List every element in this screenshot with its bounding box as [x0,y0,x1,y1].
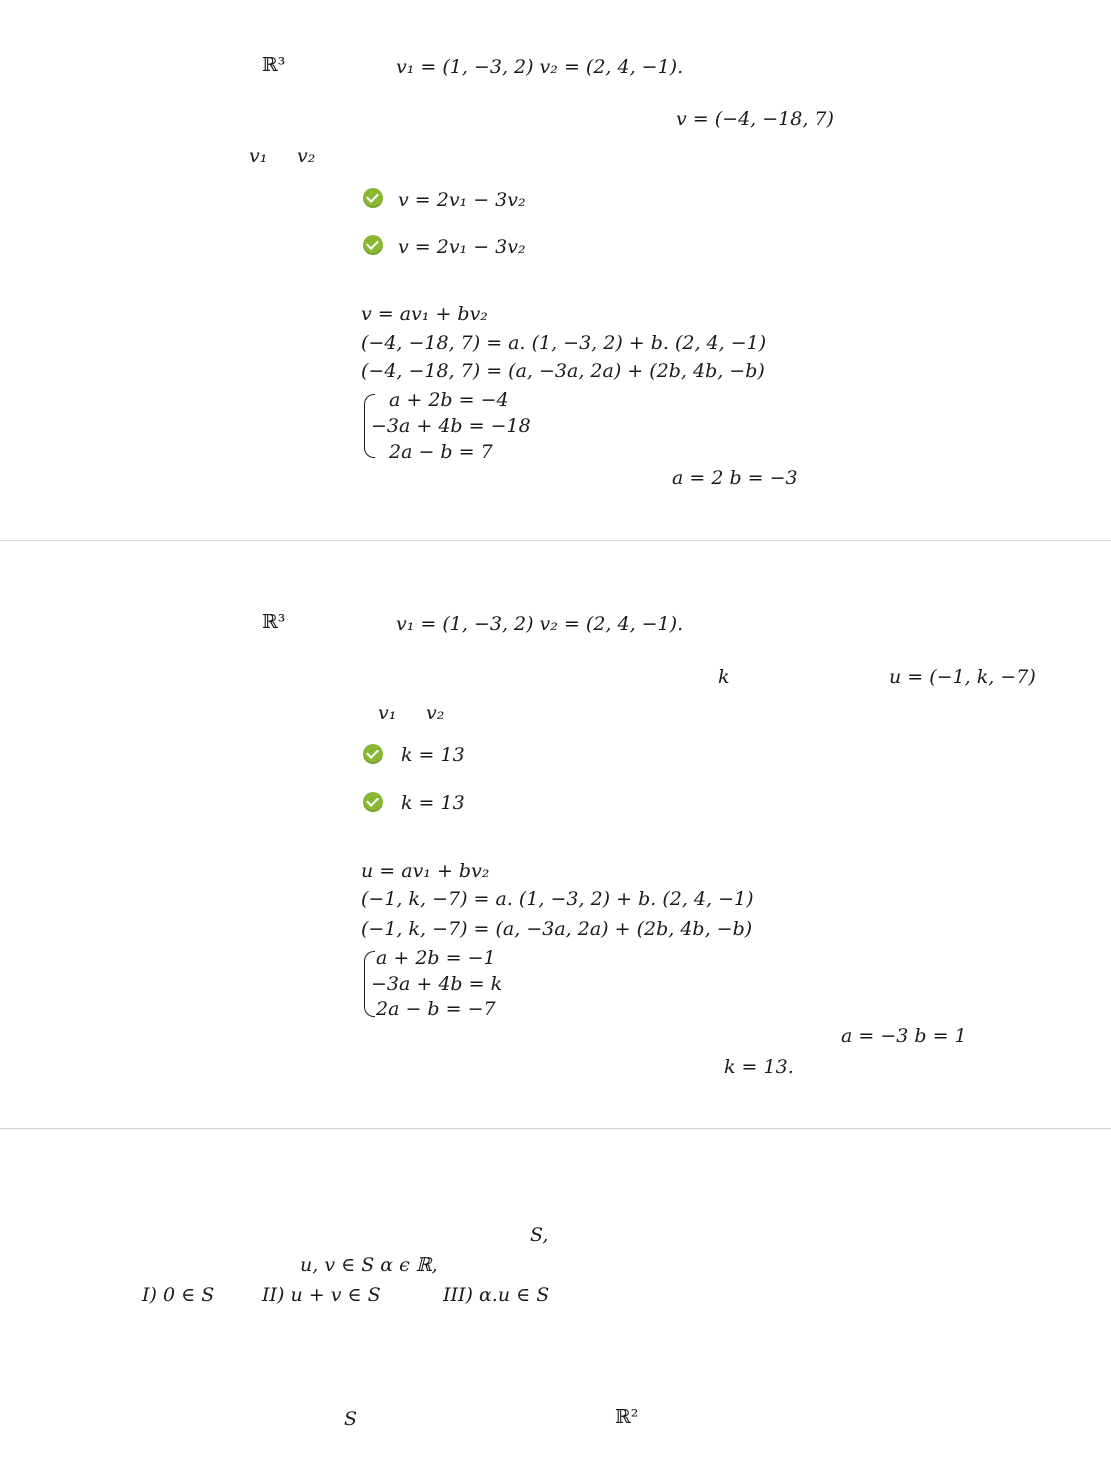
real-space-symbol: ℝ² [615,1406,639,1428]
target-vector: v = (−4, −18, 7) [676,108,834,130]
solution-result: a = −3 b = 1 [841,1025,967,1047]
check-circle-icon [363,235,383,255]
set-symbol: S, [530,1224,549,1246]
parameter-k: k [718,666,730,688]
system-equation: 2a − b = 7 [389,441,493,463]
subspace-condition-1: I) 0 ∈ S [142,1284,215,1306]
correct-answer: k = 13 [401,792,465,814]
system-equation: −3a + 4b = k [371,973,503,995]
given-vectors: v₁ = (1, −3, 2) v₂ = (2, 4, −1). [396,613,684,635]
correct-answer: v = 2v₁ − 3v₂ [398,236,526,258]
solution-step: (−1, k, −7) = (a, −3a, 2a) + (2b, 4b, −b) [361,918,753,940]
system-equation: 2a − b = −7 [376,998,496,1020]
vector-v2-label: v₂ [426,702,445,724]
system-equation: a + 2b = −4 [389,389,509,411]
divider [0,540,1111,541]
vector-v1-label: v₁ [249,145,268,167]
system-equation: −3a + 4b = −18 [371,415,531,437]
check-circle-icon [363,188,383,208]
given-vectors: v₁ = (1, −3, 2) v₂ = (2, 4, −1). [396,56,684,78]
vector-v1-label: v₁ [378,702,397,724]
set-symbol: S [344,1408,358,1430]
check-circle-icon [363,792,383,812]
subspace-condition-3: III) α.u ∈ S [443,1284,550,1306]
solution-result: a = 2 b = −3 [672,467,798,489]
solution-step: (−4, −18, 7) = a. (1, −3, 2) + b. (2, 4, −1) [361,332,767,354]
solution-step: v = av₁ + bv₂ [361,303,488,325]
real-space-symbol: ℝ³ [262,54,286,76]
answer-option: v = 2v₁ − 3v₂ [398,189,526,211]
subspace-condition-2: II) u + v ∈ S [262,1284,381,1306]
quantifier-text: u, v ∈ S α ϵ ℝ, [300,1254,438,1276]
divider [0,1128,1111,1129]
solution-step: (−4, −18, 7) = (a, −3a, 2a) + (2b, 4b, −b) [361,360,765,382]
answer-option: k = 13 [401,744,465,766]
real-space-symbol: ℝ³ [262,611,286,633]
vector-v2-label: v₂ [297,145,316,167]
final-answer: k = 13. [724,1056,794,1078]
solution-step: (−1, k, −7) = a. (1, −3, 2) + b. (2, 4, −1) [361,888,754,910]
solution-step: u = av₁ + bv₂ [361,860,490,882]
target-vector: u = (−1, k, −7) [889,666,1036,688]
system-equation: a + 2b = −1 [376,947,496,969]
check-circle-icon [363,744,383,764]
